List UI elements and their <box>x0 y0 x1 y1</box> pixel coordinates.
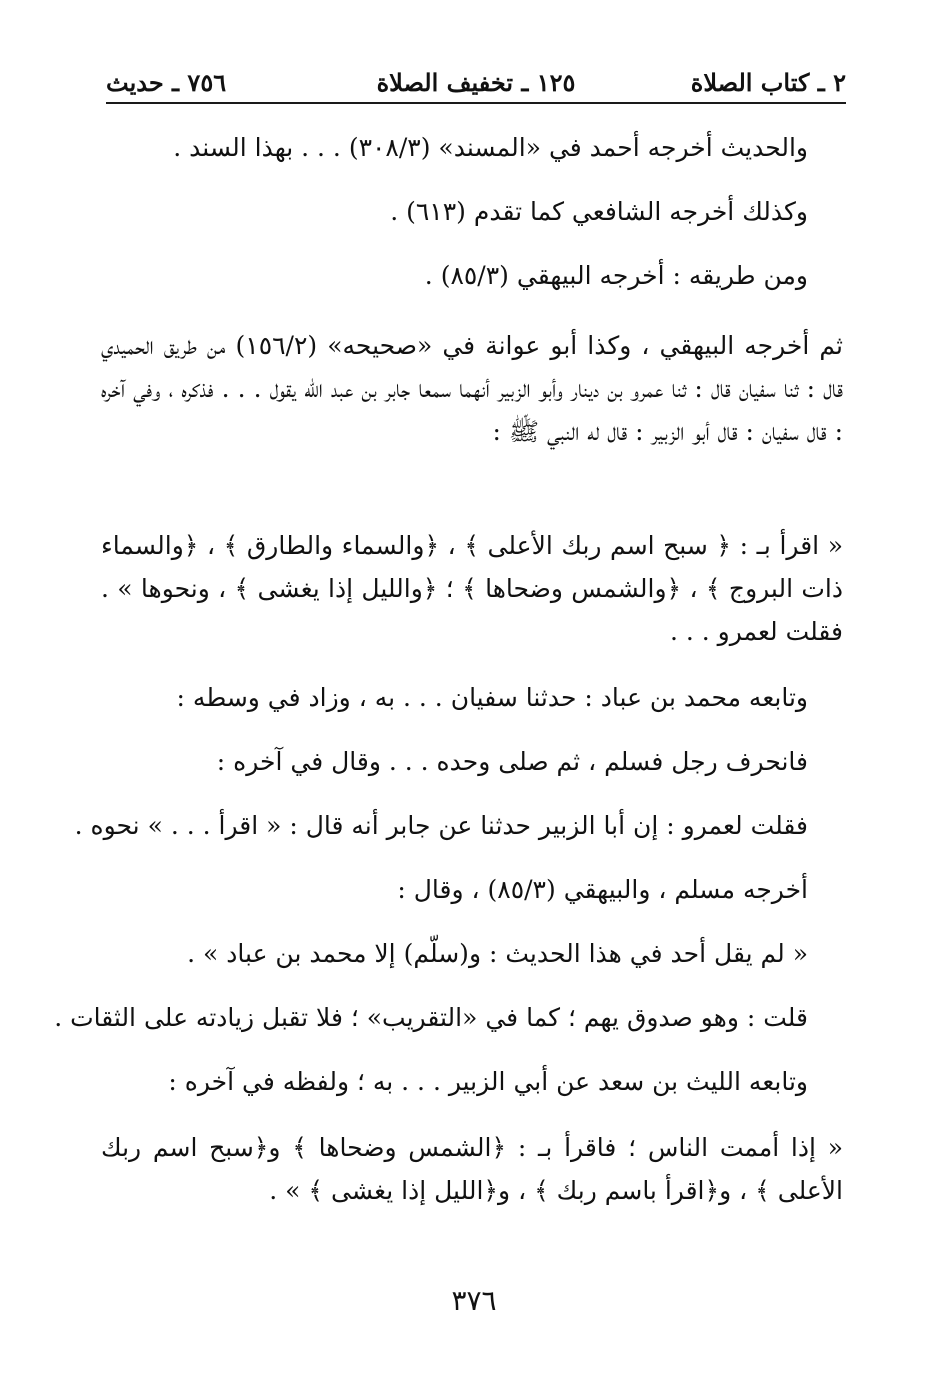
header-book-title: ٢ ـ كتاب الصلاة <box>690 68 846 97</box>
text-line: ومن طريقه : أخرجه البيهقي (٨٥/٣) . <box>424 261 808 290</box>
text-line: « لم يقل أحد في هذا الحديث : و(سلّم) إلا محمد بن عباد » . <box>187 939 808 968</box>
text-line: وكذلك أخرجه الشافعي كما تقدم (٦١٣) . <box>390 197 808 226</box>
header-chapter-title: ١٢٥ ـ تخفيف الصلاة <box>376 68 576 97</box>
paragraph: « اقرأ بـ : ﴿ سبح اسم ربك الأعلى ﴾ ، ﴿والسماء والطارق ﴾ ، ﴿والسماء ذات البروج ﴾ ، ﴿والشمس وضحاها ﴾ ؛ ﴿والليل إذا يغشى ﴾ ، ونحوها » . فقلت لعمرو . . . <box>101 531 843 646</box>
text-line: فانحرف رجل فسلم ، ثم صلى وحده . . . وقال في آخره : <box>216 747 808 776</box>
text-line: فقلت لعمرو : إن أبا الزبير حدثنا عن جابر أنه قال : « اقرأ . . . » نحوه . <box>74 811 808 840</box>
text-line: وتابعه محمد بن عباد : حدثنا سفيان . . . به ، وزاد في وسطه : <box>176 683 808 712</box>
header-hadith-number: ٧٥٦ ـ حديث <box>106 68 227 97</box>
text-line: والحديث أخرجه أحمد في «المسند» (٣٠٨/٣) . . . بهذا السند . <box>173 133 808 162</box>
text-line: أخرجه مسلم ، والبيهقي (٨٥/٣) ، وقال : <box>397 875 808 904</box>
paragraph: « إذا أممت الناس ؛ فاقرأ بـ : ﴿الشمس وضحاها ﴾ و﴿سبح اسم ربك الأعلى ﴾ ، و﴿اقرأ باسم ربك ﴾ ، و﴿الليل إذا يغشى ﴾ » . <box>101 1133 843 1205</box>
page-number: ٣٧٦ <box>451 1284 497 1317</box>
text-line: وتابعه الليث بن سعد عن أبي الزبير . . . به ؛ ولفظه في آخره : <box>168 1067 808 1096</box>
text-line: قلت : وهو صدوق يهم ؛ كما في «التقريب» ؛ فلا تقبل زيادته على الثقات . <box>54 1003 808 1032</box>
paragraph: ثم أخرجه البيهقي ، وكذا أبو عوانة في «صحيحه» (١٥٦/٢) من طريق الحميدي قال : ثنا سفيان قال : ثنا عمرو بن دينار وأبو الزبير أنهما سمعا جابر بن عبد الله يقول . . . فذكره ، وفي آخره : قال سفيان : قال أبو الزبير : قال له النبي ﷺ : <box>101 331 843 446</box>
running-header <box>106 62 846 104</box>
